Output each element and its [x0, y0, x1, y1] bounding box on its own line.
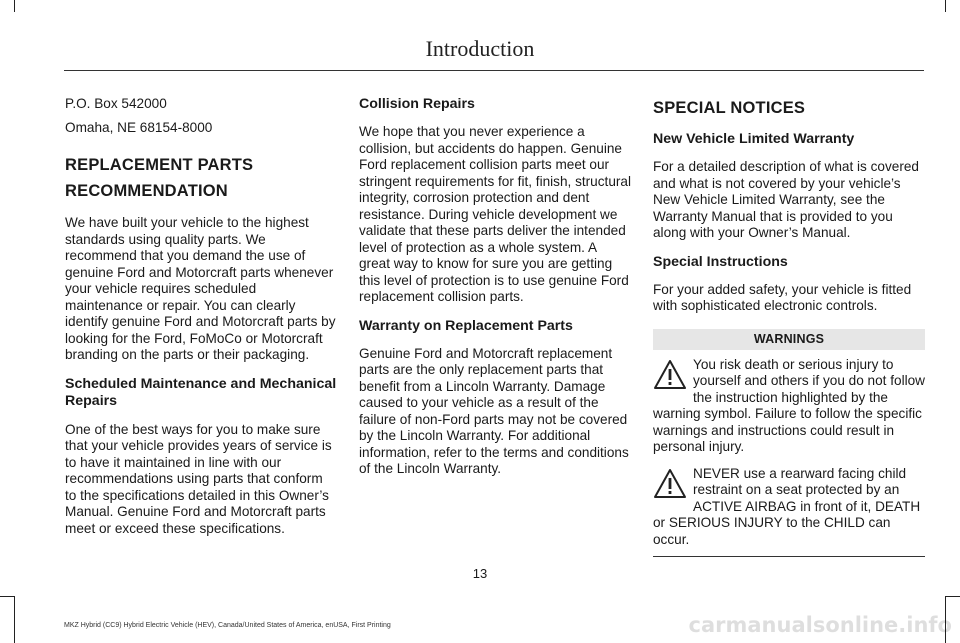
- column-3: [653, 98, 925, 557]
- collision-repairs-paragraph: We hope that you never experience a collision, but accidents do happen. Genuine Ford replacement collision parts meet our stringent requirements for fit, finish, structural integrity, corrosion protection and dent resistance. During vehicle development we validate that these parts deliver the intended level of protection as a whole system. A great way to know for sure you are getting this level of protection is to use genuine Ford replacement collision parts.: [359, 124, 631, 304]
- recommendation-heading: RECOMMENDATION: [65, 182, 228, 200]
- crop-mark-bottom-right-h: [946, 596, 960, 597]
- special-instructions-heading: Special Instructions: [653, 253, 788, 270]
- limited-warranty-heading: New Vehicle Limited Warranty: [653, 131, 855, 147]
- warning-2-text: NEVER use a rearward facing child restraint on a seat protected by an ACTIVE AIRBAG in front of it, DEATH or SERIOUS INJURY to the CHILD can occur.: [653, 465, 921, 547]
- page-title: Introduction: [425, 36, 535, 61]
- warning-triangle-icon: [653, 359, 687, 391]
- replacement-parts-paragraph: We have built your vehicle to the highest standards using quality parts. We recommend that you demand the use of genuine Ford and Motorcraft parts whenever your vehicle requires scheduled maintenance or repair. You can clearly identify genuine Ford and Motorcraft parts by looking for the Ford, FoMoCo or Motorcraft branding on the parts or their packaging.: [65, 215, 336, 362]
- warranty-replacement-parts-paragraph: Genuine Ford and Motorcraft replacement parts are the only replacement parts that benefit from a Lincoln Warranty. Damage caused to your vehicle as a result of the failure of non-Ford parts may not be covered by the Lincoln Warranty. For additional information, refer to the terms and conditions of the Lincoln Warranty.: [359, 345, 629, 476]
- crop-mark-top-left-v: [14, 0, 15, 12]
- warning-triangle-icon: [653, 468, 687, 500]
- scheduled-maintenance-paragraph: One of the best ways for you to make sure that your vehicle provides years of service is to have it maintained in line with our recommendations using parts that conform to the specifications detailed in this Owner’s Manual. Genuine Ford and Motorcraft parts meet or exceed these specifications.: [65, 421, 332, 536]
- warnings-bottom-rule: [653, 556, 925, 557]
- footer-text: MKZ Hybrid (CC9) Hybrid Electric Vehicle (HEV), Canada/United States of America, enUSA, First Printing: [64, 622, 391, 629]
- crop-mark-bottom-left-v: [14, 596, 15, 643]
- page-number: 13: [472, 566, 488, 581]
- warning-1: [653, 357, 925, 456]
- limited-warranty-paragraph: For a detailed description of what is covered and what is not covered by your vehicle’s New Vehicle Limited Warranty, see the Warranty Manual that is provided to you along with your Owner’s Manual.: [653, 159, 919, 240]
- warnings-header: WARNINGS: [653, 329, 925, 350]
- warranty-replacement-parts-heading: Warranty on Replacement Parts: [359, 317, 573, 334]
- collision-repairs-heading: Collision Repairs: [359, 96, 475, 112]
- special-instructions-paragraph: For your added safety, your vehicle is fitted with sophisticated electronic controls.: [653, 281, 912, 313]
- header-divider: [64, 70, 924, 71]
- watermark: carmanualsonline.info: [688, 613, 952, 637]
- replacement-parts-heading: REPLACEMENT PARTS: [65, 156, 254, 174]
- warning-2: [653, 466, 925, 549]
- address-line-1: P.O. Box 542000: [65, 96, 167, 111]
- address-line-2: Omaha, NE 68154-8000: [65, 119, 213, 135]
- crop-mark-bottom-left-h: [0, 596, 14, 597]
- column-2: [359, 96, 631, 478]
- crop-mark-top-right-v: [945, 0, 946, 12]
- warning-1-text: You risk death or serious injury to yourself and others if you do not follow the instruction highlighted by the warning symbol. Failure to follow the specific warnings and instructions could result in personal injury.: [653, 356, 925, 454]
- scheduled-maintenance-heading: Scheduled Maintenance and Mechanical Repairs: [65, 375, 337, 409]
- special-notices-heading: SPECIAL NOTICES: [653, 99, 806, 117]
- column-1: [65, 96, 337, 537]
